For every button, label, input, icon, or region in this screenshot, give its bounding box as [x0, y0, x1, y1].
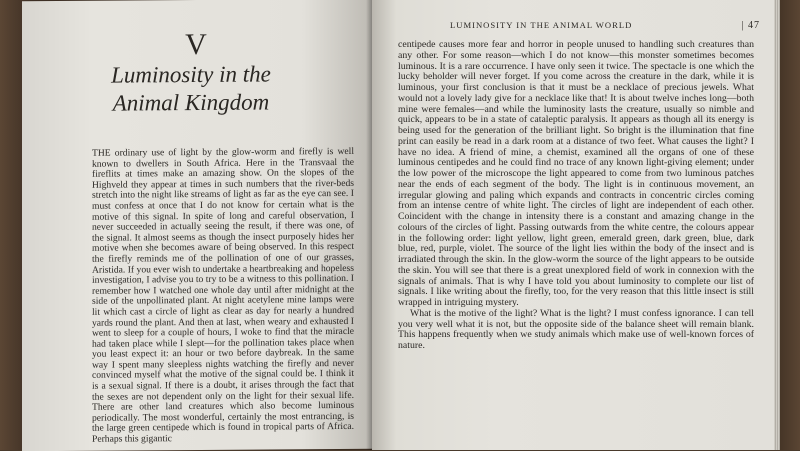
page-number: | 47 — [741, 20, 760, 31]
chapter-number: V — [185, 27, 209, 62]
paragraph-1: centipede causes more fear and horror in people unused to handling such creatures than any other. For some reason—which I do not know—this monster sometimes becomes luminous. It is a rare occurrence. I have only seen it twice. The spectacle is one which the lucky beholder will never forget. If you come across the creature in the dark, while it is luminous, your first conclusion is that it must be a necklace of precious jewels. What would not a lovely lady give for a necklace like that! It is about twelve inches long—both mine were females—and while the luminosity lasts the creature, usually so nimble and quick, appears to be in a state of cataleptic paralysis. It appears as though all its energy is being used for the generation of the brilliant light. So bright is the illumination that fine print can easily be read in a dark room at a distance of two feet. What causes the light? I have no idea. A friend of mine, a chemist, examined all the organs of one of these luminous centipedes and he could find no trace of any known light-giving element; under the low power of the microscope the light appeared to come from two luminous patches near the ends of each segment of the body. The light is in continuous movement, an irregular glowing and paling which expands and contracts in concentric circles coming from an intense centre of white light. The circles of light are independent of each other. Coincident with the change in intensity there is a constant and amazing change in the colours of the circles of light. Passing outwards from the white centre, the colours appear in the following order: light yellow, light green, emerald green, dark green, blue, dark blue, red, purple, violet. The source of the light lies within the body of the insect and is irradiated through the skin. In the glow-worm the source of the light appears to be outside the skin. You will see that there is a great unexplored field of work in connexion with the signals of animals. That is why I have told you about luminosity to complete our list of signals. I like writing about the firefly, too, for the very reason that this little insect is still wrapped in intriguing mystery. — [398, 39, 754, 308]
left-page — [22, 0, 372, 451]
paragraph-2: What is the motive of the light? What is the light? I must confess ignorance. I can tell you very well what it is not, but the opposite side of the balance sheet will remain blank. This happens frequently when we study animals which make use of well-known forces of nature. — [398, 307, 754, 351]
running-head-title: LUMINOSITY IN THE ANIMAL WORLD — [450, 20, 633, 30]
running-head — [450, 20, 760, 30]
left-page-body: THE ordinary use of light by the glow-worm and firefly is well known to dwellers in South Africa. Here in the Transvaal the fireflits at times make an amazing show. On the slopes of the Highveld they appear at times in such numbers that the river-beds stretch into the night like streams of light as far as the eye can see. I must confess at once that I do not know for certain what is the motive of this signal. In spite of long and careful observation, I never succeeded in actually seeing the result, if there was one, of the signal. It almost seems as though the insect purposely hides her motive when she becomes aware of being observed. In this respect the firefly reminds me of the pollination of one of our grasses, Aristida. If you ever wish to undertake a heartbreaking and hopeless investigation, I advise you to try to be a witness to this pollination. I remember how I watched one whole day until after midnight at the side of the unpollinated plant. At night acetylene mine lamps were lit which cast a circle of light as clear as day for nearly a hundred yards round the plant. And then at last, when weary and exhausted I went to sleep for a couple of hours, I woke to find that the miracle had taken place while I slept—for the pollination takes place when you least expect it: an hour or two before daybreak. In the same way I spent many sleepless nights watching the firefly and never convinced myself what the motive of the signal could be. I think it is a sexual signal. If there is a doubt, it arises through the fact that the sexes are not dependent only on the light for their sexual life. There are other land creatures which also become luminous periodically. The most wonderful, certainly the most entrancing, is the large green centipede which is found in tropical parts of Africa. Perhaps this gigantic — [92, 145, 354, 445]
right-page-body — [398, 40, 754, 352]
chapter-title-line2: Animal Kingdom — [112, 89, 270, 116]
page-stack-edge — [774, 0, 780, 450]
chapter-title-line1: Luminosity in the — [111, 61, 271, 88]
right-page — [372, 0, 780, 450]
